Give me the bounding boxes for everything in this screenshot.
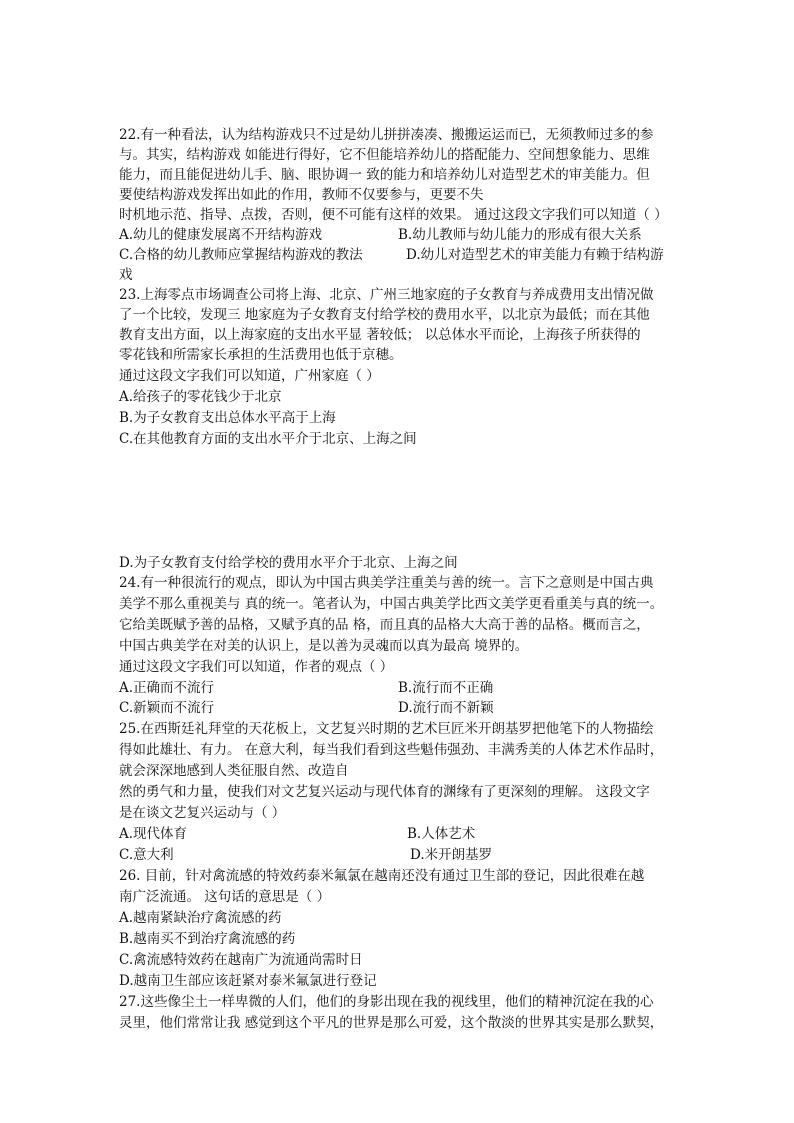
q24-stem-line-5: 通过这段文字我们可以知道，作者的观点（ ） bbox=[119, 659, 394, 675]
q25-option-c: C.意大利 bbox=[119, 847, 174, 863]
q22-stem-line-3: 能力，而且能促进幼儿手、脑、眼协调一 致的能力和培养幼儿对造型艺术的审美能力。但 bbox=[119, 167, 650, 183]
q25-stem-line-5: 是在谈文艺复兴运动与（ ） bbox=[119, 805, 286, 821]
q23-stem-line-3: 教育支出方面，以上海家庭的支出水平显 著较低； 以总体水平而论，上海孩子所获得的 bbox=[119, 327, 641, 343]
q23-stem-line-1: 23.上海零点市场调查公司将上海、北京、广州三地家庭的子女教育与养成费用支出情况做 bbox=[119, 287, 654, 303]
q23-option-c: C.在其他教育方面的支出水平介于北京、上海之间 bbox=[119, 431, 417, 447]
q24-stem-line-4: 中国古典美学在对美的认识上，是以善为灵魂而以真为最高 境界的。 bbox=[119, 638, 529, 654]
q25-stem-line-3: 就会深深地感到人类征服自然、改造自 bbox=[119, 763, 349, 779]
q26-option-b: B.越南买不到治疗禽流感的药 bbox=[119, 931, 296, 947]
q23-option-a: A.给孩子的零花钱少于北京 bbox=[119, 389, 282, 405]
q26-option-c: C.禽流感特效药在越南广为流通尚需时日 bbox=[119, 952, 363, 968]
q22-option-d: D.幼儿对造型艺术的审美能力有赖于结构游 bbox=[406, 247, 664, 263]
q25-option-d: D.米开朗基罗 bbox=[410, 847, 493, 863]
q24-stem-line-3: 它给美既赋予善的品格，又赋予真的品 格，而且真的品格大大高于善的品格。概而言之， bbox=[119, 617, 650, 633]
q22-stem-line-2: 与。其实，结构游戏 如能进行得好，它不但能培养幼儿的搭配能力、空间想象能力、思维 bbox=[119, 147, 650, 163]
q26-option-a: A.越南紧缺治疗禽流感的药 bbox=[119, 910, 282, 926]
q22-option-c: C.合格的幼儿教师应掌握结构游戏的教法 bbox=[119, 247, 363, 263]
q25-option-a: A.现代体育 bbox=[119, 826, 188, 842]
q22-stem-line-5: 时机地示范、指导、点拨，否则，便不可能有这样的效果。 通过这段文字我们可以知道（ ） bbox=[119, 207, 668, 223]
q26-option-d: D.越南卫生部应该赶紧对泰米氟氯进行登记 bbox=[119, 973, 377, 989]
q22-stem-line-1: 22.有一种看法，认为结构游戏只不过是幼儿拼拼凑凑、搬搬运运而已，无须教师过多的参 bbox=[119, 127, 654, 143]
q26-stem-line-2: 南广泛流通。 这句话的意思是（ ） bbox=[119, 889, 331, 905]
q25-stem-line-2: 得如此雄壮、有力。 在意大利，每当我们看到这些魁伟强劲、丰满秀美的人体艺术作品时， bbox=[119, 742, 664, 758]
q22-option-d-cont: 戏 bbox=[119, 267, 133, 283]
q25-option-b: B.人体艺术 bbox=[407, 826, 476, 842]
q22-option-b: B.幼儿教师与幼儿能力的形成有很大关系 bbox=[398, 227, 642, 243]
q23-option-d: D.为子女教育支付给学校的费用水平介于北京、上海之间 bbox=[119, 555, 458, 571]
q23-stem-line-2: 了一个比较，发现三 地家庭为子女教育支付给学校的费用水平，以北京为最低；而在其他 bbox=[119, 307, 650, 323]
q23-option-b: B.为子女教育支出总体水平高于上海 bbox=[119, 410, 336, 426]
q24-option-a: A.正确而不流行 bbox=[119, 680, 215, 696]
q24-stem-line-2: 美学不那么重视美与 真的统一。笔者认为，中国古典美学比西文美学更看重美与真的统一。 bbox=[119, 596, 664, 612]
q27-stem-line-2: 灵里，他们常常让我 感觉到这个平凡的世界是那么可爱，这个散淡的世界其实是那么默契， bbox=[119, 1015, 664, 1031]
q22-option-a: A.幼儿的健康发展离不开结构游戏 bbox=[119, 227, 323, 243]
q27-stem-line-1: 27.这些像尘土一样卑微的人们，他们的身影出现在我的视线里，他们的精神沉淀在我的心 bbox=[119, 994, 654, 1010]
q25-stem-line-4: 然的勇气和力量，使我们对文艺复兴运动与现代体育的渊缘有了更深刻的理解。 这段文字 bbox=[119, 784, 650, 800]
q23-stem-line-5: 通过这段文字我们可以知道，广州家庭（ ） bbox=[119, 368, 380, 384]
q24-stem-line-1: 24.有一种很流行的观点，即认为中国古典美学注重美与善的统一。言下之意则是中国古典 bbox=[119, 575, 654, 591]
q24-option-c: C.新颖而不流行 bbox=[119, 700, 215, 716]
q24-option-b: B.流行而不正确 bbox=[398, 680, 494, 696]
q26-stem-line-1: 26. 目前，针对禽流感的特效药泰米氟氯在越南还没有通过卫生部的登记，因此很难在越 bbox=[119, 868, 645, 884]
q23-stem-line-4: 零花钱和所需家长承担的生活费用也低于京穗。 bbox=[119, 347, 403, 363]
q22-stem-line-4: 要使结构游戏发挥出如此的作用，教师不仅要参与，更要不失 bbox=[119, 187, 484, 203]
q24-option-d: D.流行而不新颖 bbox=[398, 700, 494, 716]
q25-stem-line-1: 25.在西斯廷礼拜堂的天花板上，文艺复兴时期的艺术巨匠米开朗基罗把他笔下的人物描绘 bbox=[119, 721, 654, 737]
